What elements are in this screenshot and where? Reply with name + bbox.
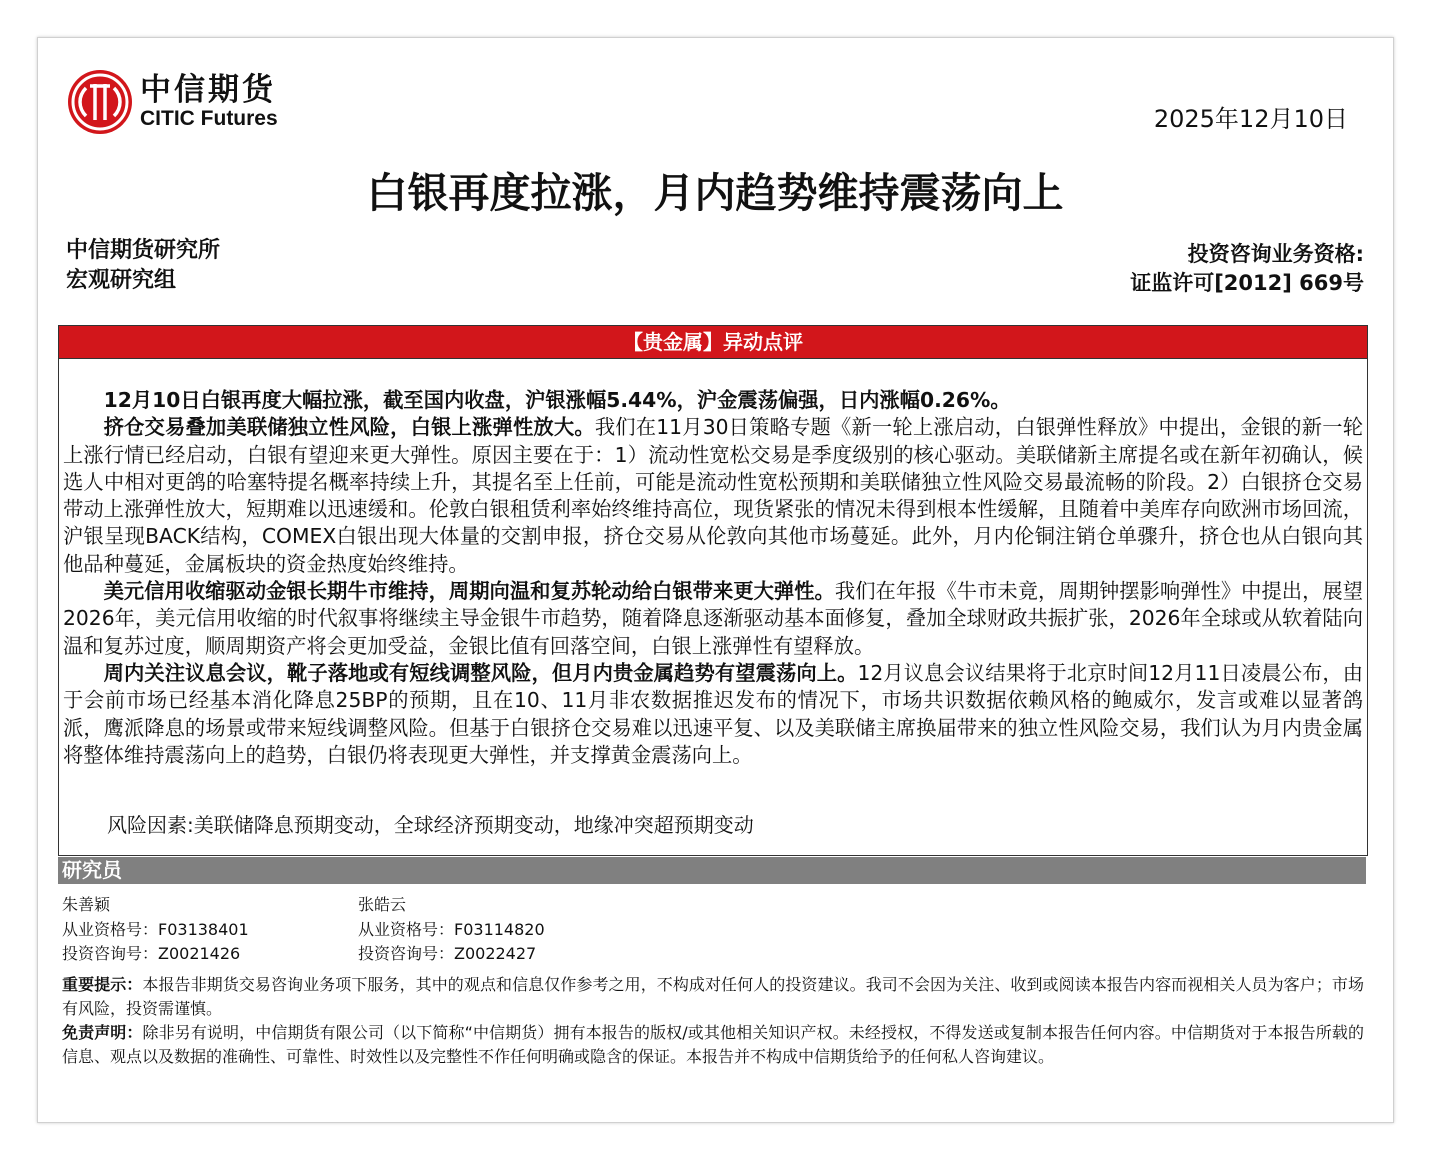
report-title: 白银再度拉涨，月内趋势维持震荡向上 (366, 169, 1064, 217)
commentary-body (59, 359, 1367, 769)
statement-text: 除非另有说明，中信期货有限公司（以下简称“中信期货）拥有本报告的版权/或其他相关知识产权。未经授权，不得发送或复制本报告任何内容。中信期货对于本报告所载的信息、观点以及数据的准确性、可靠性、时效性以及完整性不作任何明确或隐含的保证。本报告并不构成中信期货给予的任何私人咨询建议。 (62, 1023, 1364, 1066)
important-notice (62, 973, 1364, 1021)
statement-label: 免责声明： (62, 1023, 143, 1042)
researcher-consult: 投资咨询号：Z0021426 (62, 944, 241, 963)
researcher-license: 从业资格号：F03114820 (358, 919, 545, 939)
qualification-line-2: 证监许可[2012] 669号 (1130, 271, 1364, 295)
paragraph (63, 414, 1363, 578)
researcher-consult: 投资咨询号：Z0022427 (358, 944, 537, 963)
qualification (1130, 240, 1364, 298)
paragraph-text: 我们在11月30日策略专题《新一轮上涨启动，白银弹性释放》中提出，金银的新一轮上涨行情已经启动，白银有望迎来更大弹性。原因主要在于：1）流动性宽松交易是季度级别的核心驱动。美联储新主席提名或在新年初确认，候选人中相对更鸽的哈塞特提名概率持续上升，其提名至上任前，可能是流动性宽松预期和美联储独立性风险交易最流畅的阶段。2）白银挤仓交易带动上涨弹性放大，短期难以迅速缓和。伦敦白银租赁利率始终维持高位，现货紧张的情况未得到根本性缓解，且随着中美库存向欧洲市场回流，沪银呈现BACK结构，COMEX白银出现大体量的交割申报，挤仓交易从伦敦向其他市场蔓延。此外，月内伦铜注销仓单骤升，挤仓也从白银向其他品种蔓延，金属板块的资金热度始终维持。 (63, 415, 1363, 576)
logo-en: CITIC Futures (140, 107, 278, 130)
citic-futures-logo (68, 70, 278, 134)
report-date: 2025年12月10日 (1153, 105, 1348, 133)
logo-cn: 中信期货 (140, 72, 276, 108)
org-line-2: 宏观研究组 (66, 268, 177, 293)
organization (66, 236, 220, 296)
commentary-box (58, 325, 1368, 856)
paragraph-lead: 挤仓交易叠加美联储独立性风险，白银上涨弹性放大。 (103, 415, 595, 440)
disclaimer (62, 973, 1364, 1069)
researcher-name: 朱善颖 (62, 895, 111, 914)
researcher-license: 从业资格号：F03138401 (62, 919, 249, 939)
researchers-header: 研究员 (58, 857, 1366, 884)
researcher-name: 张皓云 (358, 895, 407, 914)
qualification-line-1: 投资咨询业务资格: (1187, 242, 1364, 266)
paragraph-lead: 美元信用收缩驱动金银长期牛市维持，周期向温和复苏轮动给白银带来更大弹性。 (103, 579, 835, 604)
notice-label: 重要提示： (62, 975, 143, 994)
risk-factors: 风险因素:美联储降息预期变动，全球经济预期变动，地缘冲突超预期变动 (107, 813, 754, 837)
researcher-card (62, 893, 249, 967)
paragraph-text: 12月议息会议结果将于北京时间12月11日凌晨公布，由于会前市场已经基本消化降息25BP的预期，且在10、11月非农数据推迟发布的情况下，市场共识数据依赖风格的鲍威尔，发言或难以显著鸽派，鹰派降息的场景或带来短线调整风险。但基于白银挤仓交易难以迅速平复、以及美联储主席换届带来的独立性风险交易，我们认为月内贵金属将整体维持震荡向上的趋势，白银仍将表现更大弹性，并支撑黄金震荡向上。 (63, 660, 1363, 767)
disclaimer-statement (62, 1021, 1364, 1069)
paragraph (63, 578, 1363, 660)
paragraph (63, 660, 1363, 769)
commentary-header: 【贵金属】异动点评 (59, 326, 1367, 359)
citic-logo-icon (68, 70, 132, 134)
paragraph (63, 387, 1363, 414)
paragraph-text: 我们在年报《牛市未竟，周期钟摆影响弹性》中提出，展望2026年，美元信用收缩的时代叙事将继续主导金银牛市趋势，随着降息逐渐驱动基本面修复，叠加全球财政共振扩张，2026年全球或从软着陆向温和复苏过度，顺周期资产将会更加受益，金银比值有回落空间，白银上涨弹性有望释放。 (63, 579, 1363, 658)
paragraph-lead: 12月10日白银再度大幅拉涨，截至国内收盘，沪银涨幅5.44%，沪金震荡偏强，日内涨幅0.26%。 (103, 388, 1011, 412)
paragraph-lead: 周内关注议息会议，靴子落地或有短线调整风险，但月内贵金属趋势有望震荡向上。 (103, 660, 858, 685)
researcher-card (358, 893, 545, 967)
org-line-1: 中信期货研究所 (66, 238, 221, 263)
notice-text: 本报告非期货交易咨询业务项下服务，其中的观点和信息仅作参考之用，不构成对任何人的投资建议。我司不会因为关注、收到或阅读本报告内容而视相关人员为客户；市场有风险，投资需谨慎。 (62, 975, 1364, 1018)
